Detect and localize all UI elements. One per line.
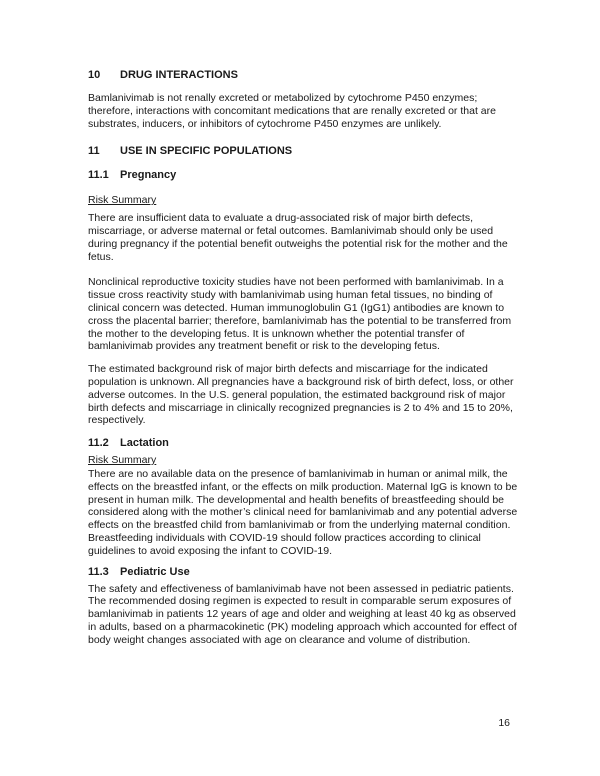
document-content [88,64,524,647]
section-title: Pediatric Use [120,565,190,578]
paragraph: Bamlanivimab is not renally excreted or metabolized by cytochrome P450 enzymes; therefore, interactions with concomitant medications that are renally excreted or that are substrates, inducers, or inhibitors of cytochrome P450 enzymes are unlikely. [88,92,496,130]
section-number: 10 [88,69,101,81]
paragraph: There are insufficient data to evaluate a drug-associated risk of major birth defects, miscarriage, or adverse maternal or fetal outcomes. Bamlanivimab should only be used during pregnancy if the potential benefit outweighs the potential risk for the mother and the fetus. [88,212,508,263]
section-title: DRUG INTERACTIONS [120,69,238,81]
section-heading-use-in-specific-populations [88,145,524,158]
section-heading-pediatric-use [88,566,524,579]
section-heading-drug-interactions [88,69,524,82]
paragraph: The estimated background risk of major birth defects and miscarriage for the indicated population is unknown. All pregnancies have a background risk of birth defect, loss, or other adverse outcomes. In the U.S. general population, the estimated background risk of major birth defects and miscarriage in clinically recognized pregnancies is 2 to 4% and 15 to 20%, respectively. [88,363,514,427]
risk-summary-subheading: Risk Summary [88,194,157,207]
paragraph: The safety and effectiveness of bamlanivimab have not been assessed in pediatric patients. The recommended dosing regimen is expected to result in comparable serum exposures of bamlanivimab in patients 12 years of age and older and weighing at least 40 kg as observed in adults, based on a pharmacokinetic (PK) modeling approach which accounted for effect of body weight changes associated with age on clearance and volume of distribution. [88,582,517,646]
page-number: 16 [498,717,510,729]
section-number: 11.1 [88,169,109,182]
section-heading-lactation [88,437,524,450]
section-heading-pregnancy [88,169,524,182]
paragraph: There are no available data on the presence of bamlanivimab in human or animal milk, the effects on the breastfed infant, or the effects on milk production. Maternal IgG is known to be present in human milk. The developmental and health benefits of breastfeeding should be considered along with the mother’s clinical need for bamlanivimab and any potential adverse effects on the breastfed child from bamlanivimab or from the underlying maternal condition. Breastfeeding individuals with COVID-19 should follow practices according to clinical guidelines to avoid exposing the infant to COVID-19. [88,467,518,557]
section-number: 11.2 [88,437,109,450]
risk-summary-subheading: Risk Summary [88,454,157,467]
section-title: Pregnancy [120,169,177,182]
section-number: 11 [88,145,100,158]
section-number: 11.3 [88,565,109,578]
paragraph: Nonclinical reproductive toxicity studies have not been performed with bamlanivimab. In a tissue cross reactivity study with bamlanivimab using human fetal tissues, no binding of clinical concern was detected. Human immunoglobulin G1 (IgG1) antibodies are known to cross the placental barrier; therefore, bamlanivimab has the potential to be transferred from the mother to the developing fetus. It is unknown whether the potential transfer of bamlanivimab provides any treatment benefit or risk to the developing fetus. [88,276,512,353]
section-title: Lactation [120,437,169,450]
section-title: USE IN SPECIFIC POPULATIONS [120,145,293,158]
